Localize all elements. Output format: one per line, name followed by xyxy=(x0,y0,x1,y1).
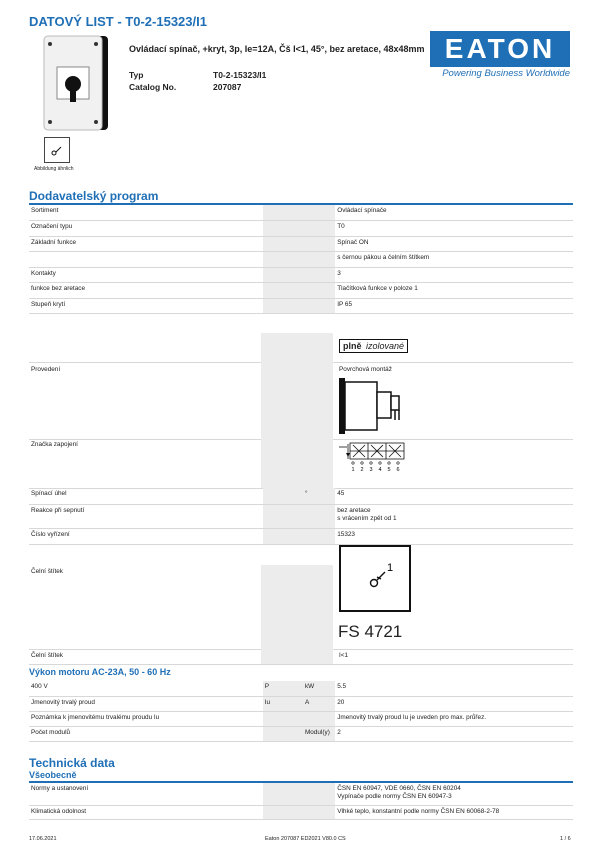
front-plate-drawing xyxy=(339,545,411,612)
row-label xyxy=(29,283,263,299)
row-unit-text: Iu xyxy=(264,698,271,706)
terminal-number: 4 xyxy=(378,467,382,473)
row-unit2-text: A xyxy=(304,698,310,706)
table-row xyxy=(29,711,573,726)
row-value-text: Jmenovitý trvalý proud Iu je uveden pro max. průřez. xyxy=(337,713,487,721)
row-label-text: Sortiment xyxy=(31,207,59,214)
table-row xyxy=(29,252,573,268)
row-label xyxy=(29,504,263,528)
front-plate-code: FS 4721 xyxy=(338,622,403,641)
row-unit xyxy=(263,805,303,819)
row-label-text: Reakce při sepnutí xyxy=(31,506,85,514)
row-label xyxy=(29,488,263,504)
front-plate-value-row xyxy=(29,649,573,665)
row-unit xyxy=(263,711,303,726)
row-label xyxy=(29,805,263,819)
motor-table xyxy=(29,681,573,742)
row-label-text: 400 V xyxy=(31,683,48,690)
row-unit xyxy=(263,298,303,314)
terminal-number: 6 xyxy=(396,467,400,473)
key-switch-icon xyxy=(341,547,409,610)
row-label xyxy=(29,298,263,314)
row-unit2-text: Modul(y) xyxy=(304,728,330,736)
motor-section-title: Výkon motoru AC-23A, 50 - 60 Hz xyxy=(29,667,171,677)
row-value-text: s černou pákou a čelním štítkem xyxy=(337,254,430,261)
table-row xyxy=(29,205,573,221)
row-unit2-text: kW xyxy=(304,683,315,690)
row-unit-text: P xyxy=(264,683,269,690)
row-unit xyxy=(263,681,303,696)
type-value: T0-2-15323/I1 xyxy=(213,70,267,80)
wiring-diagram xyxy=(337,441,409,485)
row-value xyxy=(335,267,573,283)
row-unit2 xyxy=(303,504,335,528)
row-unit2-text: ° xyxy=(304,490,308,497)
row-value xyxy=(335,221,573,237)
front-plate-value: I<1 xyxy=(339,652,349,659)
terminal-number: 2 xyxy=(360,467,364,473)
row-value xyxy=(335,283,573,299)
row-value xyxy=(335,805,573,819)
row-unit2 xyxy=(303,236,335,252)
footer-page: 1 / 6 xyxy=(560,836,571,842)
row-label-text: funkce bez aretace xyxy=(31,285,85,292)
row-unit2 xyxy=(303,267,335,283)
row-value-text: 2 xyxy=(337,728,341,736)
row-label-text: Spínací úhel xyxy=(31,490,67,497)
footer-doc-id: Eaton 207087 ED2021 V80.0 CS xyxy=(265,836,346,842)
row-value-text: 15323 xyxy=(337,530,355,538)
row-unit xyxy=(263,504,303,528)
row-unit2 xyxy=(303,488,335,504)
row-unit xyxy=(263,488,303,504)
key-switch-icon xyxy=(45,138,69,162)
front-plate-label-2: Čelní štítek xyxy=(31,652,63,659)
row-unit xyxy=(263,236,303,252)
eaton-wordmark: EATON xyxy=(430,31,570,67)
row-value-text: Ovládací spínače xyxy=(337,207,387,214)
row-label xyxy=(29,236,263,252)
row-label xyxy=(29,267,263,283)
table-row xyxy=(29,528,573,544)
terminal-number: 1 xyxy=(351,467,355,473)
table-row xyxy=(29,726,573,741)
row-value-text: Spínač ON xyxy=(337,238,369,246)
row-value-text: Tlačítková funkce v poloze 1 xyxy=(337,285,418,292)
row-unit2 xyxy=(303,205,335,221)
row-value xyxy=(335,696,573,711)
terminal-number: 3 xyxy=(369,467,373,473)
wiring-label: Značka zapojení xyxy=(31,441,78,448)
table-row xyxy=(29,696,573,711)
unit-cell xyxy=(261,649,333,664)
design-row xyxy=(29,362,573,440)
type-label: Typ xyxy=(129,70,144,80)
table-row xyxy=(29,283,573,299)
supplier-table-2 xyxy=(29,488,573,545)
tech-section-title: Technická data xyxy=(29,756,115,770)
row-value xyxy=(335,783,573,805)
row-value xyxy=(335,488,573,504)
table-row xyxy=(29,236,573,252)
document-title: DATOVÝ LIST - T0-2-15323/I1 xyxy=(29,14,207,29)
supplier-section-title: Dodavatelský program xyxy=(29,189,159,203)
row-label xyxy=(29,696,263,711)
row-label xyxy=(29,205,263,221)
unit-cell xyxy=(261,439,333,488)
design-value: Povrchová montáž xyxy=(339,366,392,373)
row-value xyxy=(335,504,573,528)
surface-mount-drawing xyxy=(337,376,413,436)
tech-table xyxy=(29,783,573,820)
table-row xyxy=(29,681,573,696)
image-caption: Abbildung ähnlich xyxy=(34,166,74,172)
row-value-text: bez aretace xyxy=(337,506,371,514)
row-label xyxy=(29,221,263,237)
unit-cell xyxy=(261,565,333,649)
eaton-tagline: Powering Business Worldwide xyxy=(442,68,570,79)
row-value-text: 5.5 xyxy=(337,683,347,690)
row-unit2 xyxy=(303,298,335,314)
row-label xyxy=(29,681,263,696)
row-value-text: Vlhké teplo, konstantní podle normy ČSN EN 60068-2-78 xyxy=(337,807,500,815)
row-unit2 xyxy=(303,696,335,711)
row-value xyxy=(335,726,573,741)
table-row xyxy=(29,783,573,805)
row-unit2 xyxy=(303,726,335,741)
catalog-label: Catalog No. xyxy=(129,82,177,92)
product-description: Ovládací spínač, +kryt, 3p, Ie=12A, Čš I<1, 45°, bez aretace, 48x48mm xyxy=(129,44,425,54)
row-value-text: 3 xyxy=(337,269,341,277)
insulation-row xyxy=(29,333,573,363)
table-row xyxy=(29,504,573,528)
row-unit2 xyxy=(303,221,335,237)
row-label-text: Základní funkce xyxy=(31,238,77,246)
row-label xyxy=(29,528,263,544)
row-value-text: T0 xyxy=(337,223,345,230)
insulation-label: izolované xyxy=(366,341,405,351)
insulation-full: plně xyxy=(343,341,362,351)
row-value xyxy=(335,252,573,268)
row-value xyxy=(335,528,573,544)
front-plate-row xyxy=(29,565,573,650)
row-value-text: 45 xyxy=(337,490,345,497)
row-unit xyxy=(263,528,303,544)
symbol-thumbnail xyxy=(44,137,70,163)
table-row xyxy=(29,221,573,237)
row-label xyxy=(29,711,263,726)
row-value-text: 20 xyxy=(337,698,345,706)
row-value-text: ČSN EN 60947, VDE 0660, ČSN EN 60204 xyxy=(337,785,461,792)
row-unit xyxy=(263,696,303,711)
wiring-row xyxy=(29,439,573,489)
row-unit xyxy=(263,252,303,268)
row-unit2 xyxy=(303,283,335,299)
row-unit xyxy=(263,283,303,299)
unit-cell xyxy=(261,333,333,362)
row-label xyxy=(29,783,263,805)
front-plate-label: Čelní štítek xyxy=(31,568,63,575)
table-row xyxy=(29,488,573,504)
row-label xyxy=(29,252,263,268)
row-label-text: Číslo vyřízení xyxy=(31,530,70,538)
row-label-text: Jmenovitý trvalý proud xyxy=(31,698,95,706)
row-value-line2: s vrácením zpět od 1 xyxy=(337,514,397,522)
row-label-text: Normy a ustanovení xyxy=(31,785,89,792)
table-row xyxy=(29,805,573,819)
row-unit2 xyxy=(303,528,335,544)
row-unit xyxy=(263,205,303,221)
row-unit2 xyxy=(303,681,335,696)
row-value-line2: Vypínače podle normy ČSN EN 60947-3 xyxy=(337,793,452,800)
row-value xyxy=(335,298,573,314)
row-unit xyxy=(263,783,303,805)
design-label: Provedení xyxy=(31,366,61,373)
row-label-text: Počet modulů xyxy=(31,728,71,736)
table-row xyxy=(29,267,573,283)
row-value xyxy=(335,681,573,696)
row-label-text: Poznámka k jmenovitému trvalému proudu Iu xyxy=(31,713,160,721)
front-plate-position: 1 xyxy=(387,562,394,574)
unit-cell xyxy=(261,362,333,439)
row-label-text: Klimatická odolnost xyxy=(31,807,87,815)
catalog-value: 207087 xyxy=(213,82,242,92)
row-value xyxy=(335,711,573,726)
row-unit2 xyxy=(303,252,335,268)
row-unit xyxy=(263,221,303,237)
row-unit2 xyxy=(303,711,335,726)
row-label xyxy=(29,726,263,741)
row-label-text: Označení typu xyxy=(31,223,73,230)
terminal-number: 5 xyxy=(387,467,391,473)
row-value xyxy=(335,205,573,221)
row-unit2 xyxy=(303,805,335,819)
table-row xyxy=(29,298,573,314)
supplier-table xyxy=(29,205,573,314)
insulation-symbol xyxy=(339,339,408,353)
row-unit2 xyxy=(303,783,335,805)
tech-subsection-title: Všeobecně xyxy=(29,770,77,780)
row-label-text: Kontakty xyxy=(31,269,56,277)
product-image xyxy=(40,34,112,132)
row-unit xyxy=(263,267,303,283)
row-value xyxy=(335,236,573,252)
eaton-logo xyxy=(430,31,570,79)
footer-date: 17.06.2021 xyxy=(29,836,57,842)
row-unit xyxy=(263,726,303,741)
row-label-text: Stupeň krytí xyxy=(31,300,66,308)
row-value-text: IP 65 xyxy=(337,300,353,308)
